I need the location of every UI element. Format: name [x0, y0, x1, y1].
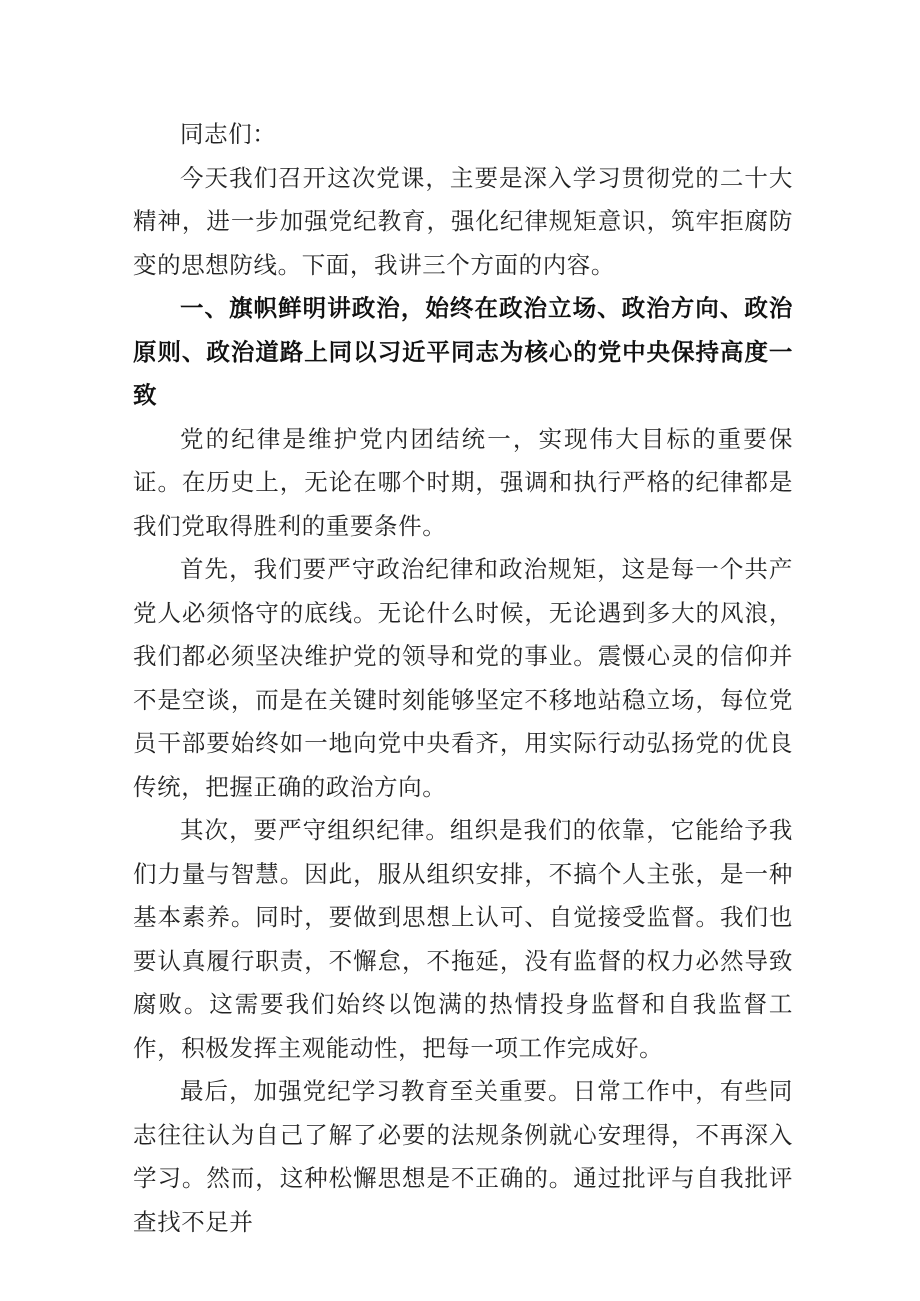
body-paragraph: 最后，加强党纪学习教育至关重要。日常工作中，有些同志往往认为自己了解了必要的法规条例就心安理得，不再深入学习。然而，这种松懈思想是不正确的。通过批评与自我批评查找不足并	[133, 1077, 793, 1236]
intro-paragraph: 今天我们召开这次党课，主要是深入学习贯彻党的二十大精神，进一步加强党纪教育，强化纪律规矩意识，筑牢拒腐防变的思想防线。下面，我讲三个方面的内容。	[133, 163, 793, 279]
section-heading: 一、旗帜鲜明讲政治，始终在政治立场、政治方向、政治原则、政治道路上同以习近平同志为核心的党中央保持高度一致	[133, 294, 793, 409]
body-paragraph: 党的纪律是维护党内团结统一，实现伟大目标的重要保证。在历史上，无论在哪个时期，强调和执行严格的纪律都是我们党取得胜利的重要条件。	[133, 424, 793, 540]
salutation: 同志们：	[180, 120, 277, 148]
body-paragraph: 首先，我们要严守政治纪律和政治规矩，这是每一个共产党人必须恪守的底线。无论什么时候，无论遇到多大的风浪，我们都必须坚决维护党的领导和党的事业。震慑心灵的信仰并不是空谈，而是在关键时刻能够坚定不移地站稳立场，每位党员干部要始终如一地向党中央看齐，用实际行动弘扬党的优良传统，把握正确的政治方向。	[133, 555, 793, 801]
document-body	[133, 113, 793, 1244]
body-paragraph: 其次，要严守组织纪律。组织是我们的依靠，它能给予我们力量与智慧。因此，服从组织安排，不搞个人主张，是一种基本素养。同时，要做到思想上认可、自觉接受监督。我们也要认真履行职责，不懈怠，不拖延，没有监督的权力必然导致腐败。这需要我们始终以饱满的热情投身监督和自我监督工作，积极发挥主观能动性，把每一项工作完成好。	[133, 816, 793, 1062]
